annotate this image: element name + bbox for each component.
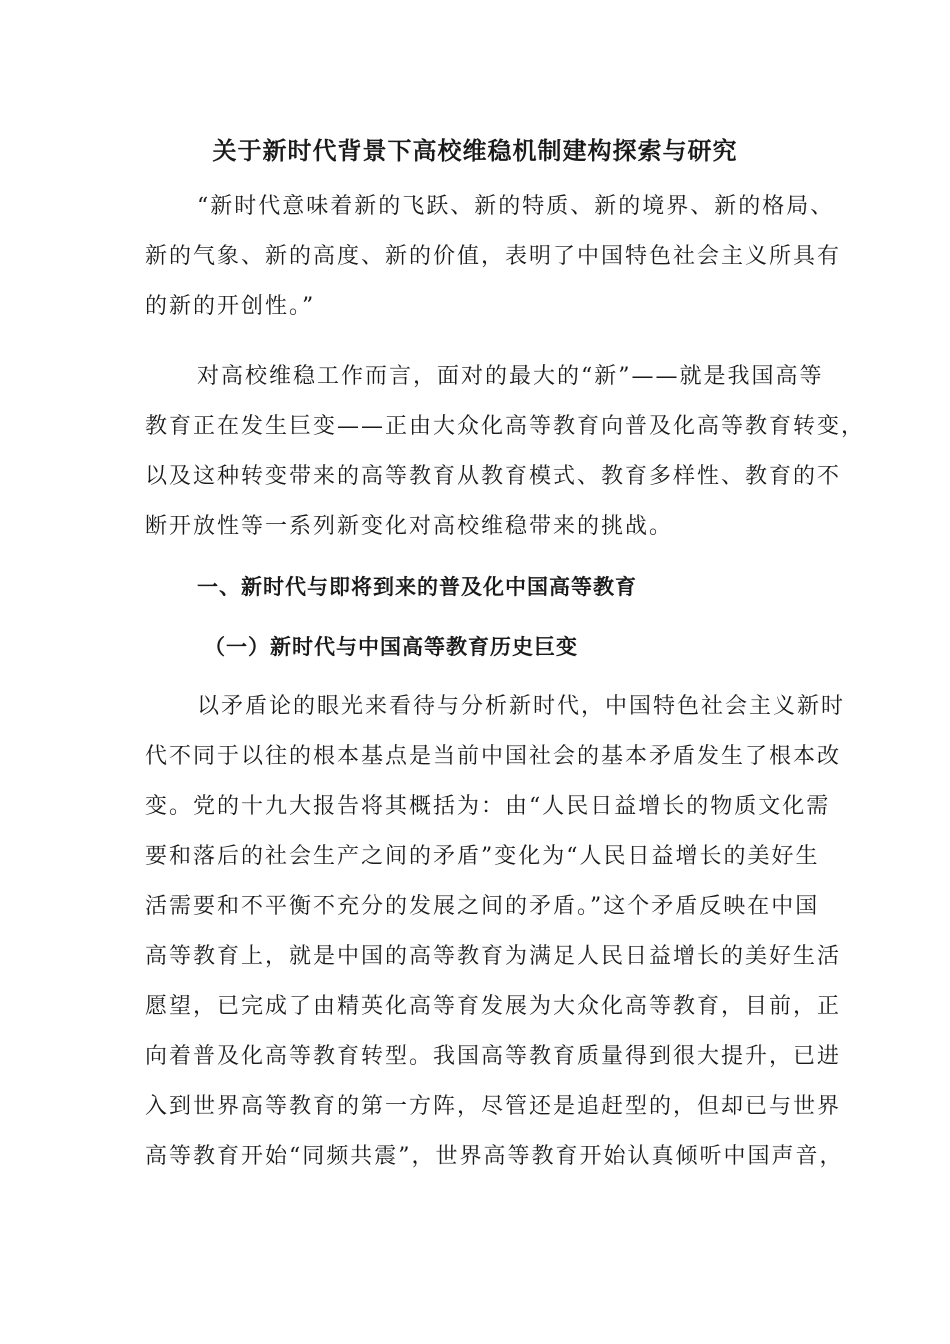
intro-paragraph bbox=[145, 352, 866, 552]
document-title: 关于新时代背景下高校维稳机制建构探索与研究 bbox=[212, 136, 738, 165]
quote-paragraph bbox=[145, 182, 842, 332]
quote-line: 的新的开创性。” bbox=[145, 294, 316, 319]
body-line: 要和落后的社会生产之间的矛盾”变化为“人民日益增长的美好生 bbox=[145, 844, 820, 869]
subsection-heading: （一）新时代与中国高等教育历史巨变 bbox=[204, 634, 578, 659]
quote-line: 新的气象、新的高度、新的价值，表明了中国特色社会主义所具有 bbox=[145, 244, 842, 269]
quote-line: “新时代意味着新的飞跃、新的特质、新的境界、新的格局、 bbox=[197, 194, 835, 219]
body-line: 向着普及化高等教育转型。我国高等教育质量得到很大提升，已进 bbox=[145, 1044, 842, 1069]
intro-line: 教育正在发生巨变——正由大众化高等教育向普及化高等教育转变， bbox=[145, 414, 866, 439]
body-line: 高等教育上，就是中国的高等教育为满足人民日益增长的美好生活 bbox=[145, 944, 842, 969]
body-line: 代不同于以往的根本基点是当前中国社会的基本矛盾发生了根本改 bbox=[145, 744, 842, 769]
body-line: 愿望，已完成了由精英化高等育发展为大众化高等教育，目前，正 bbox=[145, 994, 842, 1019]
body-line: 活需要和不平衡不充分的发展之间的矛盾。”这个矛盾反映在中国 bbox=[145, 894, 820, 919]
body-line: 高等教育开始“同频共震”，世界高等教育开始认真倾听中国声音， bbox=[145, 1144, 844, 1169]
intro-line: 以及这种转变带来的高等教育从教育模式、教育多样性、教育的不 bbox=[145, 464, 842, 489]
body-line: 变。党的十九大报告将其概括为：由“人民日益增长的物质文化需 bbox=[145, 794, 831, 819]
body-line: 入到世界高等教育的第一方阵，尽管还是追赶型的，但却已与世界 bbox=[145, 1094, 842, 1119]
section-heading: 一、新时代与即将到来的普及化中国高等教育 bbox=[197, 574, 637, 599]
body-line: 以矛盾论的眼光来看待与分析新时代，中国特色社会主义新时 bbox=[197, 694, 846, 719]
intro-line: 对高校维稳工作而言，面对的最大的“新”——就是我国高等 bbox=[197, 364, 824, 389]
body-paragraph bbox=[145, 682, 846, 1182]
intro-line: 断开放性等一系列新变化对高校维稳带来的挑战。 bbox=[145, 514, 674, 539]
